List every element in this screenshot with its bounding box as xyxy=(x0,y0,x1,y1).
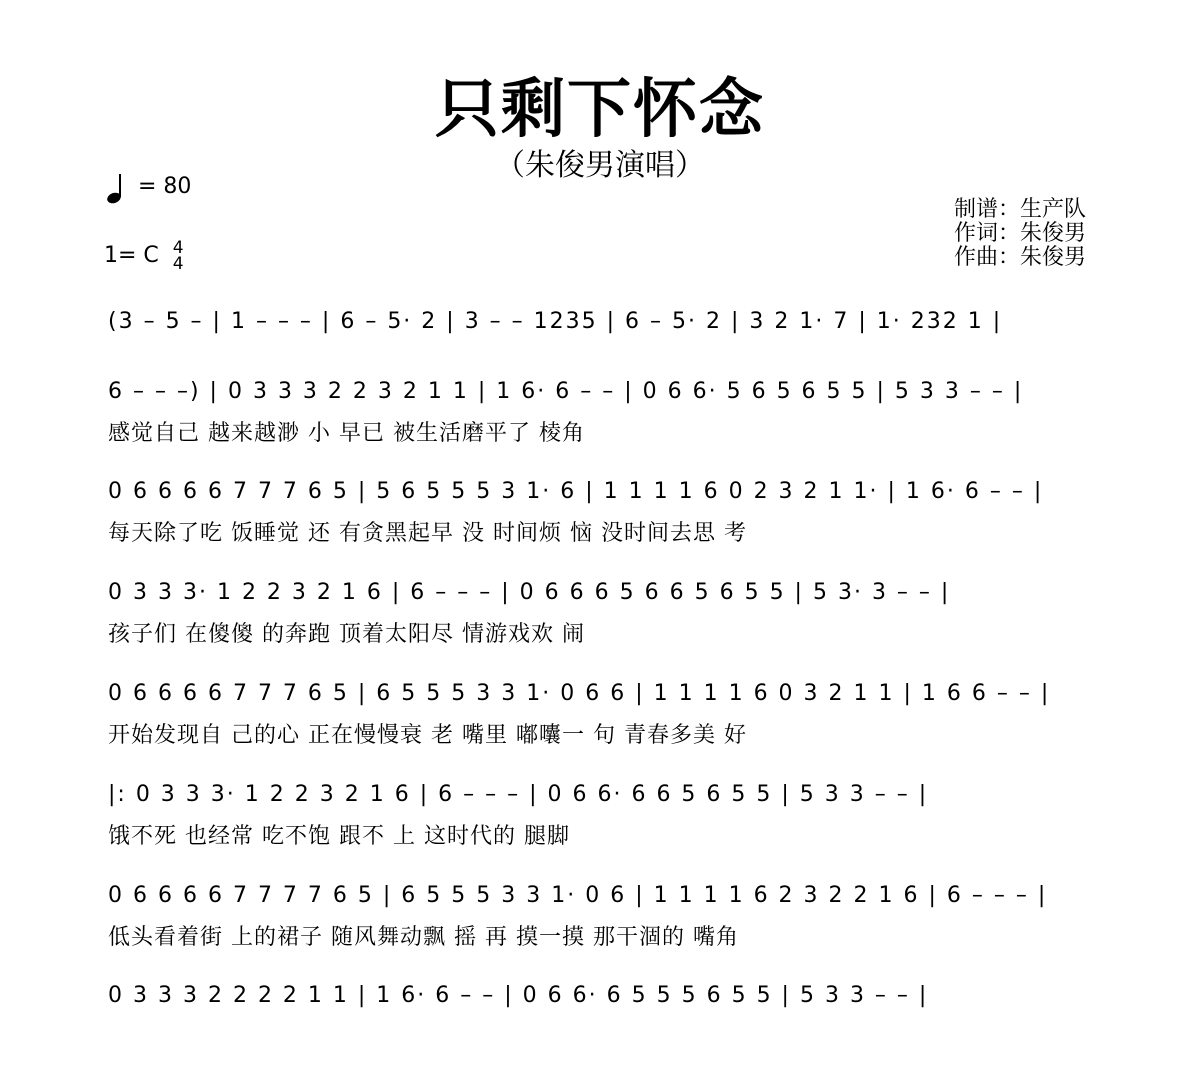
credits xyxy=(954,198,1086,270)
staff-lyrics: 感觉自己 越来越渺 小 早已 被生活磨平了 棱角 xyxy=(108,421,585,446)
staff-line-8 xyxy=(108,974,1100,1068)
staff-lyrics: 饿不死 也经常 吃不饱 跟不 上 这时代的 腿脚 xyxy=(108,824,570,849)
staff-lyrics: 每天除了吃 饭睡觉 还 有贪黑起早 没 时间烦 恼 没时间去思 考 xyxy=(108,521,747,546)
staff-lyrics: 低头看着街 上的裙子 随风舞动飘 摇 再 摸一摸 那干涸的 嘴角 xyxy=(108,925,739,950)
staff-line-4 xyxy=(108,571,1100,665)
credit-lyricist: 作词：朱俊男 xyxy=(954,221,1087,246)
staff-notes: 6 – – –) | 0 3 3 3 2 2 3 2 1 1 | 1 6· 6 – – | 0 6 6· 5 6 5 6 5 5 | 5 3 3 – – | xyxy=(108,379,1024,404)
credit-composer: 作曲：朱俊男 xyxy=(954,245,1087,270)
tempo-marking xyxy=(104,170,191,204)
staff-line-3 xyxy=(108,470,1100,564)
time-signature-top: 4 xyxy=(172,238,184,258)
key-label: 1= C xyxy=(104,243,159,268)
credit-notation: 制谱：生产队 xyxy=(954,197,1087,222)
time-signature-bottom: 4 xyxy=(172,254,184,274)
quarter-note-icon xyxy=(104,170,126,204)
staff-line-5 xyxy=(108,672,1100,766)
staff-line-6 xyxy=(108,773,1100,867)
staff-notes: 0 3 3 3· 1 2 2 3 2 1 6 | 6 – – – | 0 6 6 6 5 6 6 5 6 5 5 | 5 3· 3 – – | xyxy=(108,580,951,605)
staff-notes: (3 – 5 – | 1 – – – | 6 – 5· 2 | 3 – – 1235 | 6 – 5· 2 | 3 2 1· 7 | 1· 232 1 | xyxy=(108,309,1003,334)
song-title: 只剩下怀念 xyxy=(435,73,765,147)
time-signature xyxy=(173,240,184,272)
staff-lyrics xyxy=(108,1022,1100,1054)
staff-notes: 0 6 6 6 6 7 7 7 6 5 | 5 6 5 5 5 3 1· 6 | 1 1 1 1 6 0 2 3 2 1 1· | 1 6· 6 – – | xyxy=(108,479,1044,504)
key-signature xyxy=(104,236,184,276)
song-subtitle: （朱俊男演唱） xyxy=(495,148,705,183)
tempo-value: = 80 xyxy=(138,174,192,199)
staff-line-7 xyxy=(108,874,1100,968)
staff-notes: 0 6 6 6 6 7 7 7 7 6 5 | 6 5 5 5 3 3 1· 0 6 | 1 1 1 1 6 2 3 2 2 1 6 | 6 – – – | xyxy=(108,883,1048,908)
staff-lyrics: 开始发现自 己的心 正在慢慢衰 老 嘴里 嘟囔一 句 青春多美 好 xyxy=(108,723,747,748)
staff-notes: 0 6 6 6 6 7 7 7 6 5 | 6 5 5 5 3 3 1· 0 6 6 | 1 1 1 1 6 0 3 2 1 1 | 1 6 6 – – | xyxy=(108,681,1051,706)
staff-line-2 xyxy=(108,370,1100,464)
staff-notes: |: 0 3 3 3· 1 2 2 3 2 1 6 | 6 – – – | 0 6 6· 6 6 5 6 5 5 | 5 3 3 – – | xyxy=(108,782,929,807)
staff-lyrics: 孩子们 在傻傻 的奔跑 顶着太阳尽 情游戏欢 闹 xyxy=(108,622,585,647)
staff-notes: 0 3 3 3 2 2 2 2 1 1 | 1 6· 6 – – | 0 6 6· 6 5 5 5 6 5 5 | 5 3 3 – – | xyxy=(108,983,929,1008)
